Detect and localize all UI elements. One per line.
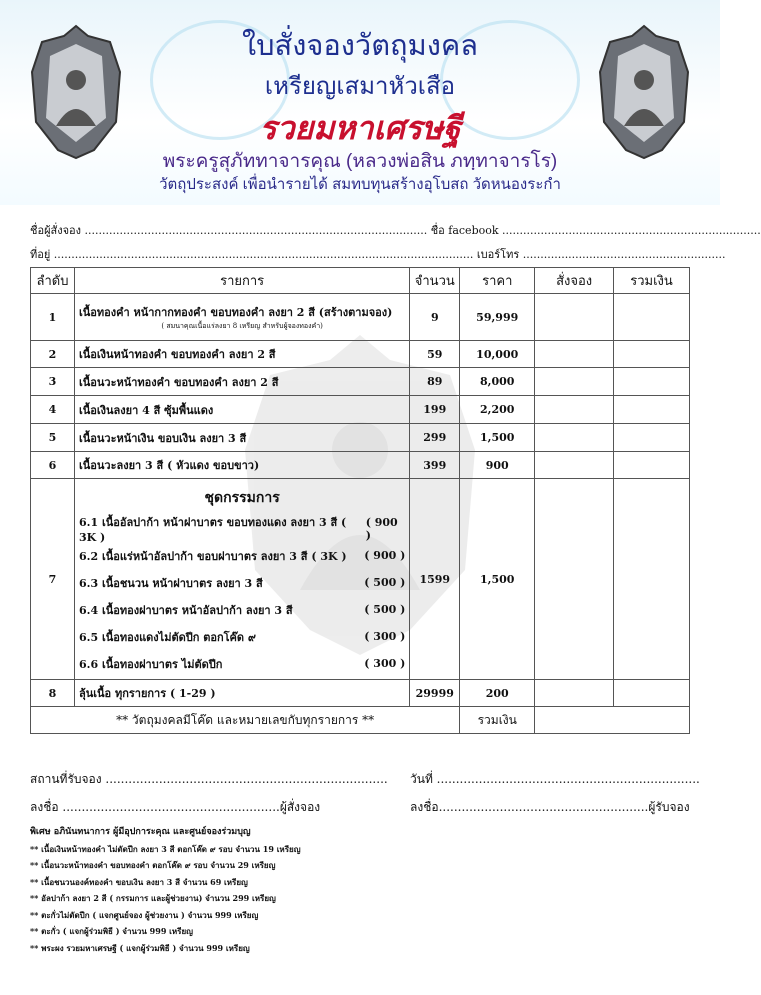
sign-label: ลงชื่อ <box>410 800 439 814</box>
total-cell[interactable] <box>535 707 690 734</box>
monk-name: พระครูสุภัททาจารคุณ (หลวงพ่อสิน ภทฺทาจารโร) <box>162 151 558 172</box>
table-row <box>31 452 690 479</box>
series-name: รวยมหาเศรษฐี <box>259 110 461 146</box>
set-item-price: ( 300 ) <box>364 630 406 643</box>
set-item-label: 6.5 เนื้อทองแดงไม่ตัดปีก ตอกโค๊ด ๙ <box>78 630 256 644</box>
row-price: 2,200 <box>460 396 535 424</box>
order-cell[interactable] <box>535 368 614 396</box>
row-number: 7 <box>31 479 75 680</box>
row-item: เนื้อนวะลงยา 3 สี ( หัวแดง ขอบขาว) <box>74 452 409 479</box>
col-header: สั่งจอง <box>535 268 614 294</box>
table-row <box>31 341 690 368</box>
place-label: สถานที่รับจอง <box>30 772 102 786</box>
address-line[interactable]: ที่อยู่ ........................................................................................................................ เบอร์โทร .......................................................... <box>30 248 726 261</box>
col-header: ลำดับ <box>31 268 75 294</box>
set-item <box>79 650 405 677</box>
sum-cell[interactable] <box>614 452 690 479</box>
note-item: ** อัลปาก้า ลงยา 2 สี ( กรรมการ และผู้ช่วยงาน) จำนวน 299 เหรียญ <box>30 893 276 903</box>
table-row <box>31 680 690 707</box>
row-price: 8,000 <box>460 368 535 396</box>
set-items <box>74 479 409 680</box>
form-subtitle: เหรียญเสมาหัวเสือ <box>264 73 456 100</box>
row-qty: 299 <box>410 424 460 452</box>
sum-cell[interactable] <box>614 680 690 707</box>
orderer-sign-line[interactable]: ลงชื่อ .........................................................ผู้สั่งจอง <box>30 800 321 814</box>
sum-cell[interactable] <box>614 294 690 341</box>
set-title: ชุดกรรมการ <box>204 490 280 506</box>
table-header-row <box>31 268 690 294</box>
note-item: ** พระผง รวยมหาเศรษฐี ( แจกผู้ร่วมพิธี ) จำนวน 999 เหรียญ <box>30 942 250 953</box>
row-qty: 399 <box>410 452 460 479</box>
special-notes <box>30 824 301 956</box>
row-number: 1 <box>31 294 75 341</box>
order-table <box>30 267 690 734</box>
order-cell[interactable] <box>535 452 614 479</box>
set-item <box>79 515 405 542</box>
row-qty: 199 <box>410 396 460 424</box>
table-footer-row <box>31 707 690 734</box>
note-item: ** เนื้อเงินหน้าทองคำ ไม่ตัดปีก ลงยา 3 สี ตอกโค๊ด ๙ รอบ จำนวน 19 เหรียญ <box>30 843 301 854</box>
row-qty: 9 <box>410 294 460 341</box>
total-label: รวมเงิน <box>460 707 535 734</box>
table-row <box>31 368 690 396</box>
set-item-label: 6.2 เนื้อแร่หน้าอัลปาก้า ขอบฝาบาตร ลงยา 3 สี ( 3K ) <box>78 549 347 563</box>
orderer-role: ผู้สั่งจอง <box>279 800 321 814</box>
row-item: เนื้อเงินลงยา 4 สี ซุ้มพื้นแดง <box>74 396 409 424</box>
form-title: ใบสั่งจองวัตถุมงคล <box>241 30 479 62</box>
set-item <box>79 542 405 569</box>
set-item-price: ( 500 ) <box>364 603 406 616</box>
date-label: วันที่ <box>410 772 433 786</box>
row-price: 1,500 <box>460 479 535 680</box>
set-item <box>79 569 405 596</box>
table-row <box>31 396 690 424</box>
row-qty: 89 <box>410 368 460 396</box>
order-cell[interactable] <box>535 680 614 707</box>
col-header: รายการ <box>74 268 409 294</box>
row-number: 3 <box>31 368 75 396</box>
row-item: ลุ้นเนื้อ ทุกรายการ ( 1-29 ) <box>74 680 409 707</box>
set-item-label: 6.4 เนื้อทองฝาบาตร หน้าอัลปาก้า ลงยา 3 สี <box>78 603 293 617</box>
row-qty: 29999 <box>410 680 460 707</box>
header-banner <box>0 0 720 205</box>
row-price: 10,000 <box>460 341 535 368</box>
note-item: ** ตะกั่วไม่ตัดปีก ( แจกศูนย์จอง ผู้ช่วยงาน ) จำนวน 999 เหรียญ <box>30 909 259 920</box>
sum-cell[interactable] <box>614 368 690 396</box>
set-item <box>79 623 405 650</box>
row-number: 4 <box>31 396 75 424</box>
set-item-label: 6.3 เนื้อชนวน หน้าฝาบาตร ลงยา 3 สี <box>78 576 263 590</box>
set-item-label: 6.6 เนื้อทองฝาบาตร ไม่ตัดปีก <box>78 657 223 671</box>
order-cell[interactable] <box>535 341 614 368</box>
row-price: 59,999 <box>460 294 535 341</box>
sum-cell[interactable] <box>614 479 690 680</box>
order-cell[interactable] <box>535 479 614 680</box>
order-cell[interactable] <box>535 294 614 341</box>
row-item: เนื้อนวะหน้าทองคำ ขอบทองคำ ลงยา 2 สี <box>74 368 409 396</box>
table-row <box>31 294 690 341</box>
item-text: เนื้อทองคำ หน้ากากทองคำ ขอบทองคำ ลงยา 2 สี (สร้างตามจอง) <box>78 305 393 319</box>
notes-title: พิเศษ อภินันทนาการ ผู้มีอุปการะคุณ และศูนย์จองร่วมบุญ <box>30 827 251 837</box>
row-item: เนื้อนวะหน้าเงิน ขอบเงิน ลงยา 3 สี <box>74 424 409 452</box>
col-header: จำนวน <box>410 268 460 294</box>
orderer-label: ชื่อผู้สั่งจอง <box>30 224 82 237</box>
row-qty: 59 <box>410 341 460 368</box>
footer-note: ** วัตถุมงคลมีโค๊ด และหมายเลขกับทุกรายการ ** <box>31 707 460 734</box>
col-header: รวมเงิน <box>614 268 690 294</box>
receive-place-line[interactable]: สถานที่รับจอง .......................................................................... <box>30 772 388 786</box>
row-price: 1,500 <box>460 424 535 452</box>
row-number: 2 <box>31 341 75 368</box>
set-item <box>79 596 405 623</box>
set-item-price: ( 500 ) <box>364 576 406 589</box>
row-item: เนื้อเงินหน้าทองคำ ขอบทองคำ ลงยา 2 สี <box>74 341 409 368</box>
sum-cell[interactable] <box>614 396 690 424</box>
set-item-price: ( 900 ) <box>365 515 398 542</box>
order-cell[interactable] <box>535 396 614 424</box>
set-item-label: 6.1 เนื้ออัลปาก้า หน้าฝาบาตร ขอบทองแดง ลงยา 3 สี ( 3K ) <box>78 516 347 544</box>
phone-label: เบอร์โทร <box>476 248 520 261</box>
table-row-set <box>31 479 690 680</box>
row-item <box>74 294 409 341</box>
note-item: ** เนื้อชนวนองค์ทองคำ ขอบเงิน ลงยา 3 สี จำนวน 69 เหรียญ <box>30 876 248 887</box>
receiver-sign-line[interactable]: ลงชื่อ.......................................................ผู้รับจอง <box>410 800 690 814</box>
set-item-price: ( 300 ) <box>364 657 406 670</box>
order-cell[interactable] <box>535 424 614 452</box>
orderer-line[interactable]: ชื่อผู้สั่งจอง .................................................................................................. ชื่อ facebook .......................................................................... <box>30 224 761 237</box>
table-row <box>31 424 690 452</box>
purpose-text: วัตถุประสงค์ เพื่อนำรายได้ สมทบทุนสร้างอุโบสถ วัดหนองระกำ <box>159 176 561 193</box>
receiver-role: ผู้รับจอง <box>648 800 690 814</box>
item-note: ( สมนาคุณเนื้อแร่ลงยา 8 เหรียญ สำหรับผู้จองทองคำ) <box>161 321 323 330</box>
address-label: ที่อยู่ <box>30 248 51 261</box>
row-number: 8 <box>31 680 75 707</box>
date-line[interactable]: วันที่ ..................................................................... <box>410 772 700 786</box>
row-number: 6 <box>31 452 75 479</box>
facebook-label: ชื่อ facebook <box>430 224 499 237</box>
sum-cell[interactable] <box>614 424 690 452</box>
sign-label: ลงชื่อ <box>30 800 59 814</box>
set-item-price: ( 900 ) <box>364 549 406 562</box>
row-number: 5 <box>31 424 75 452</box>
row-qty: 1599 <box>410 479 460 680</box>
sum-cell[interactable] <box>614 341 690 368</box>
note-item: ** เนื้อนวะหน้าทองคำ ขอบทองคำ ตอกโค๊ด ๙ รอบ จำนวน 29 เหรียญ <box>30 860 276 870</box>
col-header: ราคา <box>460 268 535 294</box>
row-price: 200 <box>460 680 535 707</box>
note-item: ** ตะกั่ว ( แจกผู้ร่วมพิธี ) จำนวน 999 เหรียญ <box>30 926 193 936</box>
row-price: 900 <box>460 452 535 479</box>
